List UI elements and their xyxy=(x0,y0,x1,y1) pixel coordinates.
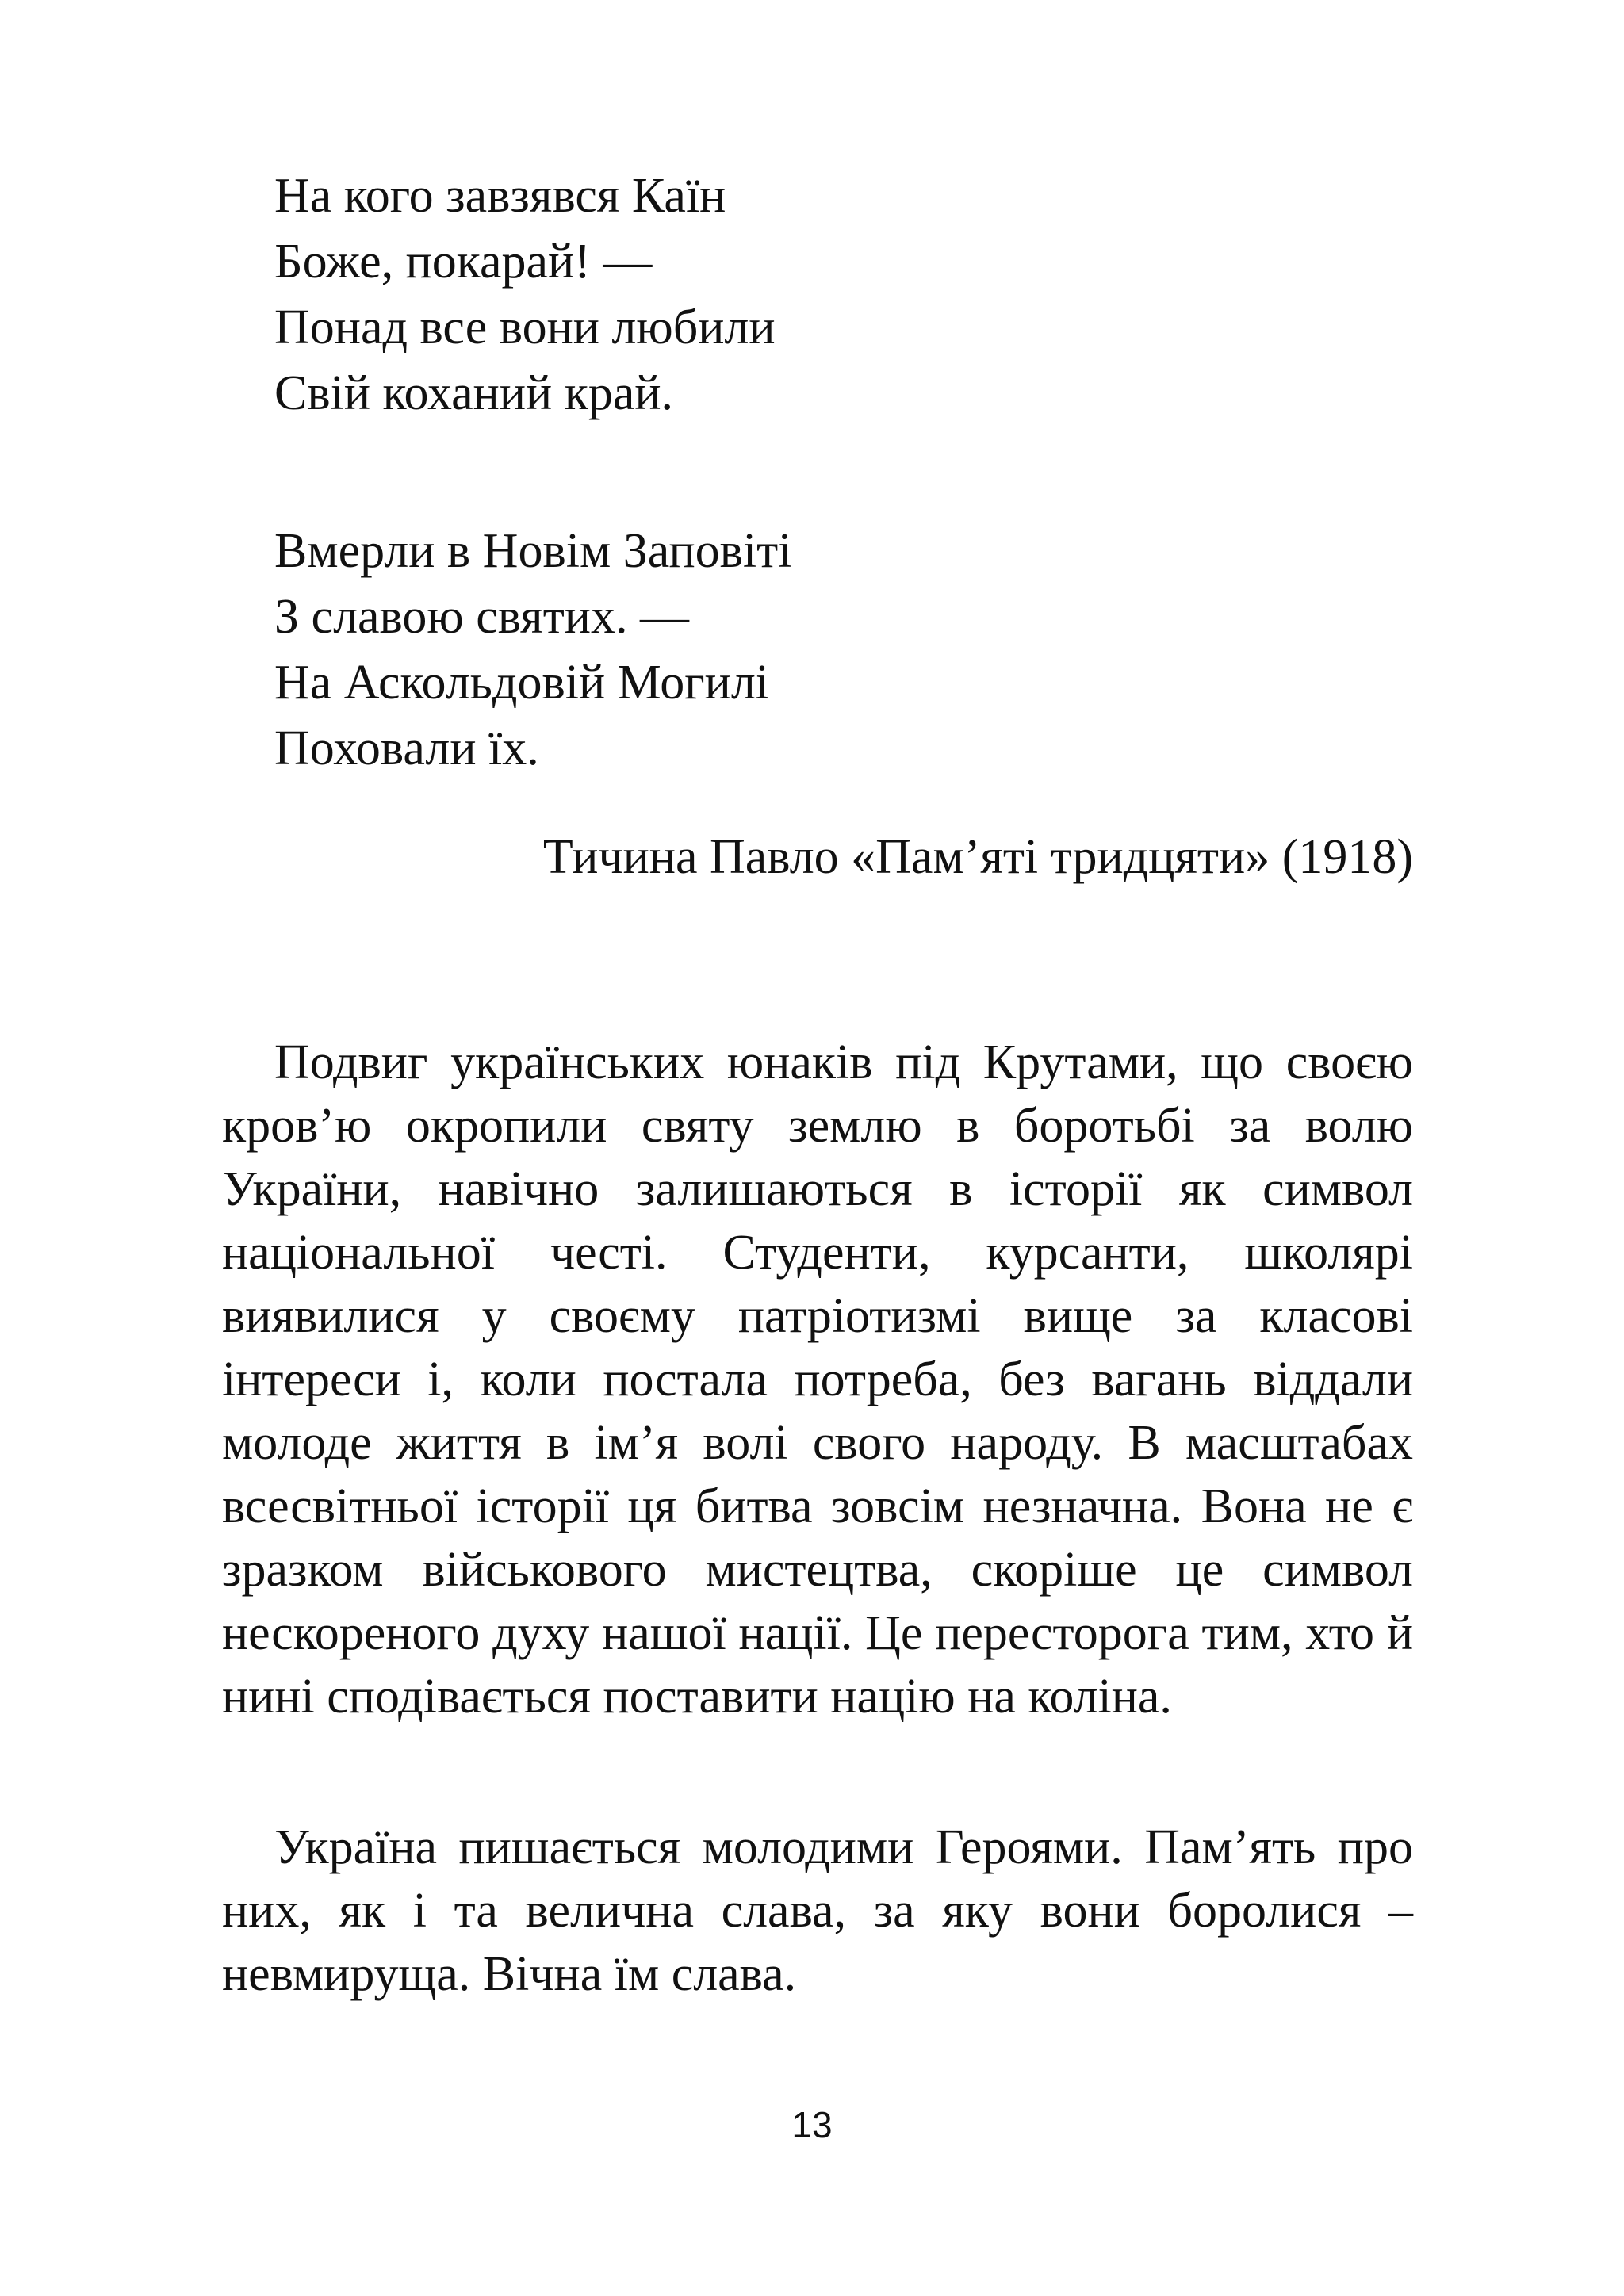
poem-line: Поховали їх. xyxy=(274,721,539,775)
poem-stanza-2 xyxy=(274,519,791,782)
poem-line: На Аскольдовій Могилі xyxy=(274,656,769,710)
poem-stanza-1 xyxy=(274,163,776,427)
poem-line: Свій коханий край. xyxy=(274,366,674,420)
body-paragraph: Україна пишається молодими Героями. Пам’ять про них, як і та велична слава, за яку вони боролися – невмируща. Вічна їм слава. xyxy=(222,1820,1413,2001)
body-paragraph: Подвиг українських юнаків під Крутами, що своєю кров’ю окропили святу землю в боротьбі за волю України, навічно залишаються в історії як символ національної честі. Студенти, курсанти, школярі виявилися у своєму патріотизмі вище за класові інтереси і, коли постала потреба, без вагань віддали молоде життя в ім’я волі свого народу. В масштабах всесвітньої історії ця битва зовсім незначна. Вона не є зразком військового мистецтва, скоріше це символ нескореного духу нашої нації. Це пересторога тим, хто й нині сподівається поставити націю на коліна. xyxy=(222,1035,1413,1724)
page-number: 13 xyxy=(791,2104,833,2145)
poem-line: Боже, покарай! — xyxy=(274,235,653,289)
poem-line: Вмерли в Новім Заповіті xyxy=(274,524,792,578)
poem-line: З славою святих. — xyxy=(274,590,689,644)
poem-line: Понад все вони любили xyxy=(274,300,776,354)
poem-line: На кого завзявся Каїн xyxy=(274,169,726,223)
poem-attribution: Тичина Павло «Пам’яті тридцяти» (1918) xyxy=(542,830,1413,884)
